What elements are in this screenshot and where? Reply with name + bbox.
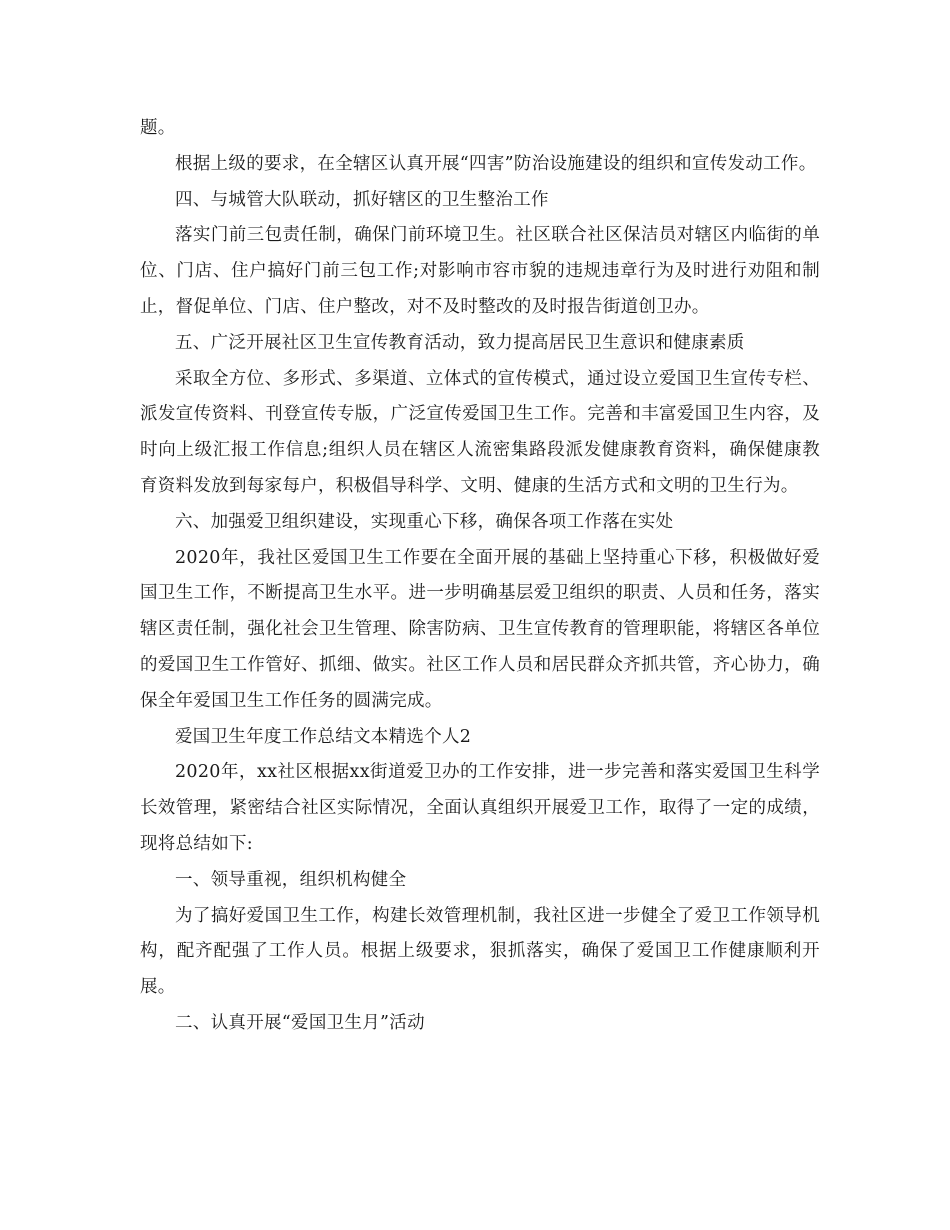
paragraph: 2020年，我社区爱国卫生工作要在全面开展的基础上坚持重心下移，积极做好爱国卫生工作，不断提高卫生水平。进一步明确基层爱卫组织的职责、人员和任务，落实辖区责任制，强化社会卫生管理、除害防病、卫生宣传教育的管理职能，将辖区各单位的爱国卫生工作管好、抓细、做实。社区工作人员和居民群众齐抓共管，齐心协力，确保全年爱国卫生工作任务的圆满完成。 [140,547,820,711]
paragraph: 为了搞好爱国卫生工作，构建长效管理机制，我社区进一步健全了爱卫工作领导机构，配齐配强了工作人员。根据上级要求，狠抓落实，确保了爱国卫工作健康顺利开展。 [140,905,820,998]
paragraph: 采取全方位、多形式、多渠道、立体式的宣传模式，通过设立爱国卫生宣传专栏、派发宣传资料、刊登宣传专版，广泛宣传爱国卫生工作。完善和丰富爱国卫生内容，及时向上级汇报工作信息;组织人员在辖区人流密集路段派发健康教育资料，确保健康教育资料发放到每家每户，积极倡导科学、文明、健康的生活方式和文明的卫生行为。 [140,368,820,496]
section-heading: 六、加强爱卫组织建设，实现重心下移，确保各项工作落在实处 [175,511,674,532]
document-body [140,111,820,1042]
paragraph: 题。 [140,118,176,138]
section-heading: 五、广泛开展社区卫生宣传教育活动，致力提高居民卫生意识和健康素质 [175,332,745,353]
section-heading: 四、与城管大队联动，抓好辖区的卫生整治工作 [175,189,549,210]
paragraph: 落实门前三包责任制，确保门前环境卫生。社区联合社区保洁员对辖区内临街的单位、门店、住户搞好门前三包工作;对影响市容市貌的违规违章行为及时进行劝阻和制止，督促单位、门店、住户整改，对不及时整改的及时报告街道创卫办。 [140,225,820,317]
paragraph: 根据上级的要求，在全辖区认真开展“四害”防治设施建设的组织和宣传发动工作。 [175,153,817,174]
section-heading: 二、认真开展“爱国卫生月”活动 [175,1012,425,1033]
section-heading: 一、领导重视，组织机构健全 [175,869,407,890]
article-title: 爱国卫生年度工作总结文本精选个人2 [175,726,472,747]
paragraph: 2020年，xx社区根据xx街道爱卫办的工作安排，进一步完善和落实爱国卫生科学长效管理，紧密结合社区实际情况，全面认真组织开展爱卫工作，取得了一定的成绩，现将总结如下: [140,762,820,854]
